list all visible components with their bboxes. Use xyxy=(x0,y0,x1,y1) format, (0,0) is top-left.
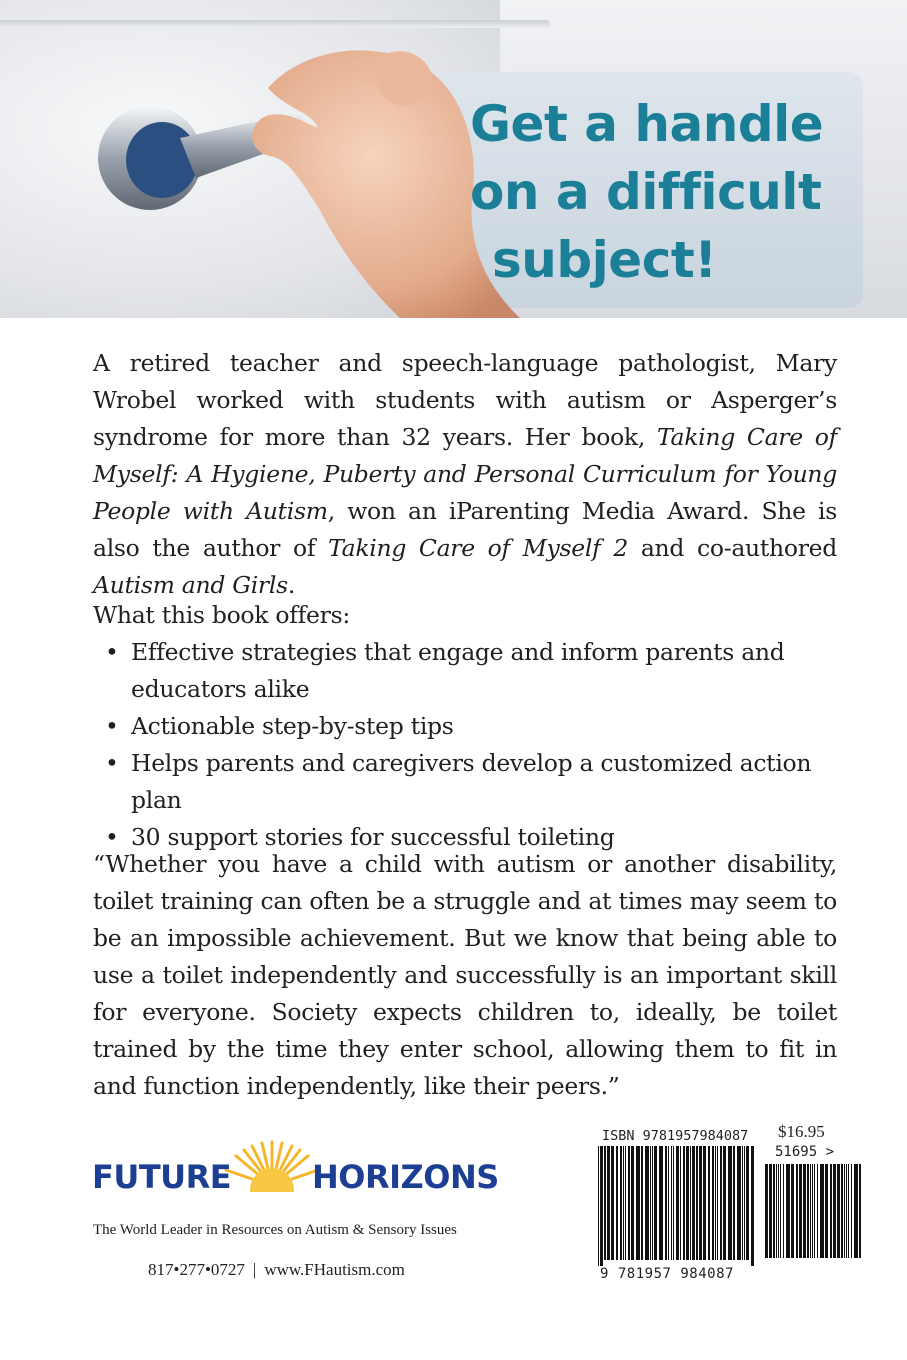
publisher-website[interactable]: www.FHautism.com xyxy=(264,1260,405,1279)
barcode-bar xyxy=(645,1146,649,1260)
barcode-bar xyxy=(742,1146,743,1260)
barcode-bar xyxy=(712,1146,714,1260)
barcode-bar xyxy=(720,1146,722,1260)
barcode-bar xyxy=(650,1146,651,1260)
publisher-name-left: FUTURE xyxy=(92,1158,232,1196)
barcode-bar xyxy=(611,1146,614,1260)
offers-list xyxy=(93,634,853,856)
offers-list-item: • Helps parents and caregivers develop a customized action plan xyxy=(93,745,853,819)
barcode-bar xyxy=(631,1146,634,1260)
barcode-bar xyxy=(699,1146,702,1260)
offers-list-item: • Actionable step-by-step tips xyxy=(93,708,853,745)
barcode-bar xyxy=(690,1146,691,1260)
barcode-bar xyxy=(776,1164,777,1258)
barcode-bar xyxy=(636,1146,640,1260)
barcode-bar xyxy=(676,1146,679,1260)
barcode-bar xyxy=(654,1146,657,1260)
barcode-bar xyxy=(751,1146,754,1266)
barcode-bar xyxy=(803,1164,806,1258)
barcode-bar xyxy=(623,1146,624,1260)
book-quote: “Whether you have a child with autism or another disability, toilet training can often be a struggle and at times may seem to be an impossible achievement. But we know that being able to use a toilet independently and successfully is an important skill for everyone. Society expects children to, ideally, be toilet trained by the time they enter school, allowing them to fit in and function independently, like their peers.” xyxy=(93,850,837,1100)
barcode-bar xyxy=(715,1146,716,1260)
barcode-bar xyxy=(851,1164,852,1258)
barcode-bar xyxy=(810,1164,811,1258)
barcode-bar xyxy=(671,1146,672,1260)
contact-separator: | xyxy=(252,1260,257,1279)
barcode-bar xyxy=(786,1164,790,1258)
barcode-bar xyxy=(830,1164,832,1258)
barcode-bar xyxy=(799,1164,802,1258)
barcode-bar xyxy=(820,1164,824,1258)
bio-book-title: Taking Care of Myself 2 xyxy=(328,534,628,562)
barcode-bar xyxy=(668,1146,669,1260)
bio-segment: A retired teacher and speech-language pathologist, Mary Wrobel worked with students with autism or Asperger’s syndrome for more than 32 years. Her book, xyxy=(93,349,837,451)
barcode-bar xyxy=(796,1164,798,1258)
barcode-bar xyxy=(616,1146,618,1260)
publisher-contact xyxy=(148,1260,405,1280)
tagline-line-2: on a difficult xyxy=(470,163,822,221)
price-label: $16.95 xyxy=(778,1122,825,1141)
barcode-bar xyxy=(744,1146,745,1260)
barcode-bar xyxy=(696,1146,698,1260)
barcode-bar xyxy=(600,1146,603,1266)
barcode-bar xyxy=(854,1164,858,1258)
barcode-bar xyxy=(625,1146,626,1260)
barcode-bar xyxy=(607,1146,610,1260)
publisher-name-right: HORIZONS xyxy=(312,1158,499,1196)
barcode-bar xyxy=(686,1146,689,1260)
price-code: 51695 > xyxy=(775,1144,835,1160)
offers-list-item: • 30 support stories for successful toileting xyxy=(93,819,853,856)
barcode-bar xyxy=(683,1146,685,1260)
barcode-bar xyxy=(641,1146,643,1260)
barcode-bar xyxy=(773,1164,775,1258)
barcode-bar xyxy=(733,1146,735,1260)
publisher-phone: 817•277•0727 xyxy=(148,1260,245,1279)
barcode-bar xyxy=(846,1164,847,1258)
barcode-bar xyxy=(598,1146,599,1266)
barcode-bar xyxy=(833,1164,836,1258)
publisher-tagline: The World Leader in Resources on Autism & Sensory Issues xyxy=(93,1222,457,1238)
tagline-line-3: subject! xyxy=(492,231,717,289)
barcode-bar xyxy=(659,1146,663,1260)
isbn-barcode xyxy=(598,1146,754,1266)
offers-heading: What this book offers: xyxy=(93,601,350,629)
bio-segment: . xyxy=(287,571,296,599)
tagline-line-1: Get a handle xyxy=(470,95,824,153)
barcode-bar xyxy=(628,1146,630,1260)
barcode-bar xyxy=(665,1146,667,1260)
barcode-bar xyxy=(807,1164,809,1258)
barcode-bar xyxy=(783,1164,784,1258)
barcode-bar xyxy=(703,1146,706,1260)
bio-book-title: Autism and Girls xyxy=(93,571,288,599)
barcode-bar xyxy=(708,1146,710,1260)
price-addon-barcode xyxy=(765,1164,861,1264)
barcode-bar xyxy=(680,1146,681,1260)
bio-segment: , won an iParenting Media Award. She is also the author of xyxy=(93,497,838,562)
barcode-bar xyxy=(812,1164,813,1258)
bio-book-title: Taking Care of Myself: A Hygiene, Puberty and Personal Curriculum for Young People with Autism xyxy=(93,423,838,525)
flush-lever-cap xyxy=(126,122,198,198)
barcode-bar xyxy=(620,1146,622,1260)
publisher-logo xyxy=(90,1138,499,1208)
isbn-digits: 9 781957 984087 xyxy=(600,1266,734,1282)
offers-list-item: • Effective strategies that engage and inform parents and educators alike xyxy=(93,634,853,708)
bio-segment: and co-authored xyxy=(628,534,837,562)
isbn-label: ISBN 9781957984087 xyxy=(602,1128,749,1144)
barcode-bar xyxy=(791,1164,794,1258)
barcode-bar xyxy=(859,1164,861,1258)
barcode-bar xyxy=(604,1146,606,1260)
barcode-bar xyxy=(848,1164,849,1258)
barcode-bar xyxy=(652,1146,653,1260)
author-bio xyxy=(93,345,837,604)
barcode-bar xyxy=(825,1164,828,1258)
barcode-bar xyxy=(692,1146,695,1260)
sun-icon xyxy=(222,1138,322,1198)
barcode-bar xyxy=(717,1146,718,1260)
barcode-bar xyxy=(778,1164,779,1258)
barcode-bar xyxy=(837,1164,840,1258)
barcode-bar xyxy=(737,1146,741,1260)
barcode-bar xyxy=(817,1164,818,1258)
barcode-bar xyxy=(844,1164,845,1258)
barcode-bar xyxy=(746,1146,749,1260)
barcode-bar xyxy=(780,1164,781,1258)
cover-photo xyxy=(0,0,907,318)
barcode-bar xyxy=(841,1164,843,1258)
barcode-bar xyxy=(769,1164,772,1258)
barcode-bar xyxy=(728,1146,732,1260)
barcode-bar xyxy=(765,1164,768,1258)
barcode-bar xyxy=(814,1164,815,1258)
barcode-bar xyxy=(723,1146,726,1260)
barcode-bar xyxy=(673,1146,674,1260)
cover-tagline xyxy=(470,90,870,294)
